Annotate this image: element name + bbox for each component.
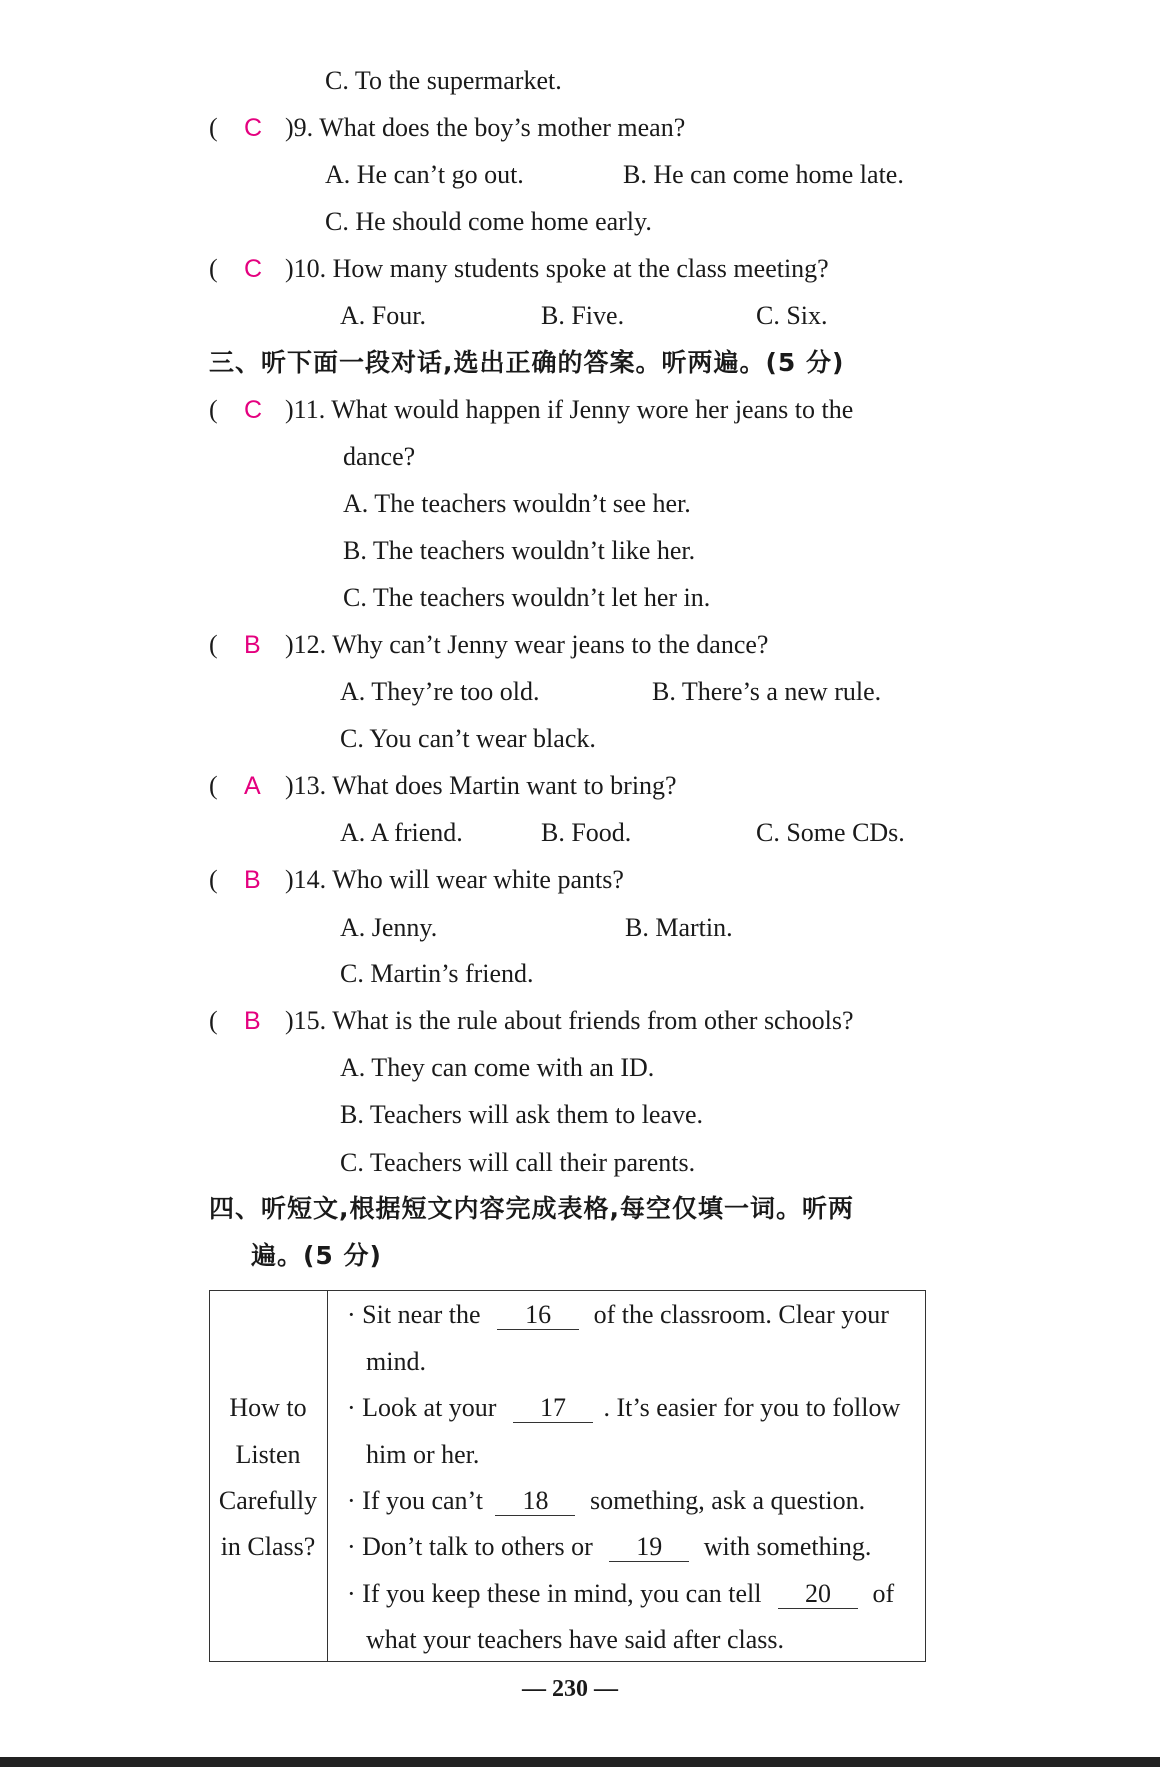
q9-answer: C [244,114,263,142]
q14-option-c: C. Martin’s friend. [340,959,534,988]
q15-option-c: C. Teachers will call their parents. [340,1148,696,1177]
q11-option-a: A. The teachers wouldn’t see her. [343,489,691,518]
q15-question: )15. What is the rule about friends from other schools? [285,1006,854,1035]
section3-heading: 三、听下面一段对话,选出正确的答案。听两遍。(5 分) [209,348,845,377]
row3-prefix: · If you can’t [347,1486,483,1515]
bottom-bar [0,1757,1160,1767]
blank-17[interactable]: 17 [513,1394,593,1423]
q12-option-a: A. They’re too old. [340,677,540,706]
table-row-2 [347,1393,900,1423]
table-header-line1: How to [229,1393,307,1422]
q14-question: )14. Who will wear white pants? [285,865,624,894]
q14-option-b: B. Martin. [625,913,733,942]
q12-question: )12. Why can’t Jenny wear jeans to the dance? [285,630,769,659]
q11-option-c: C. The teachers wouldn’t let her in. [343,583,711,612]
row4-prefix: · Don’t talk to others or [347,1532,593,1561]
q15-option-b: B. Teachers will ask them to leave. [340,1100,704,1129]
q14-option-a: A. Jenny. [340,913,438,942]
page-number: — 230 — [522,1676,618,1702]
q12-option-c: C. You can’t wear black. [340,724,596,753]
q12-paren-open: ( [209,630,218,659]
table-row-5 [347,1579,894,1609]
q10-question: )10. How many students spoke at the class meeting? [285,254,829,283]
table-header-line2: Listen [235,1440,301,1469]
q11-question: )11. What would happen if Jenny wore her jeans to the [285,395,854,424]
q11-question-cont: dance? [343,442,416,471]
q15-option-a: A. They can come with an ID. [340,1053,655,1082]
q10-option-c: C. Six. [756,301,828,330]
q15-paren-open: ( [209,1006,218,1035]
row1-prefix: · Sit near the [347,1300,481,1329]
row2-continuation: him or her. [366,1440,480,1469]
row5-suffix: of [872,1579,895,1608]
q10-paren-open: ( [209,254,218,283]
q12-option-b: B. There’s a new rule. [652,677,882,706]
q9-paren-open: ( [209,113,218,142]
q11-option-b: B. The teachers wouldn’t like her. [343,536,696,565]
q11-paren-open: ( [209,395,218,424]
q10-answer: C [244,255,263,283]
table-header-line3: Carefully [218,1486,318,1515]
table-row-4 [347,1532,871,1562]
table-divider [327,1290,328,1662]
q9-option-b: B. He can come home late. [623,160,904,189]
row2-prefix: · Look at your [347,1393,497,1422]
row5-prefix: · If you keep these in mind, you can tell [347,1579,762,1608]
row1-suffix: of the classroom. Clear your [593,1300,889,1329]
q15-answer: B [244,1007,261,1035]
row2-suffix: . It’s easier for you to follow [603,1393,901,1422]
blank-19[interactable]: 19 [609,1533,689,1562]
q13-paren-open: ( [209,771,218,800]
q13-question: )13. What does Martin want to bring? [285,771,677,800]
blank-16[interactable]: 16 [497,1301,579,1330]
row5-continuation: what your teachers have said after class. [366,1625,784,1654]
table-row-1 [347,1300,889,1330]
q13-answer: A [244,772,261,800]
q13-option-b: B. Food. [541,818,632,847]
row3-suffix: something, ask a question. [589,1486,866,1515]
q11-answer: C [244,396,263,424]
q8-option-c: C. To the supermarket. [325,66,562,95]
q13-option-c: C. Some CDs. [756,818,905,847]
table-row-3 [347,1486,865,1516]
q9-option-a: A. He can’t go out. [325,160,524,189]
q9-question: )9. What does the boy’s mother mean? [285,113,686,142]
section4-heading-cont: 遍。(5 分) [251,1241,382,1270]
q10-option-a: A. Four. [340,301,426,330]
row1-continuation: mind. [366,1347,426,1376]
q10-option-b: B. Five. [541,301,625,330]
q9-option-c: C. He should come home early. [325,207,652,236]
section4-heading: 四、听短文,根据短文内容完成表格,每空仅填一词。听两 [209,1194,854,1223]
q12-answer: B [244,631,261,659]
q14-paren-open: ( [209,865,218,894]
row4-suffix: with something. [703,1532,872,1561]
table-header-line4: in Class? [220,1532,316,1561]
q14-answer: B [244,866,261,894]
blank-18[interactable]: 18 [495,1487,575,1516]
blank-20[interactable]: 20 [778,1580,858,1609]
q13-option-a: A. A friend. [340,818,463,847]
